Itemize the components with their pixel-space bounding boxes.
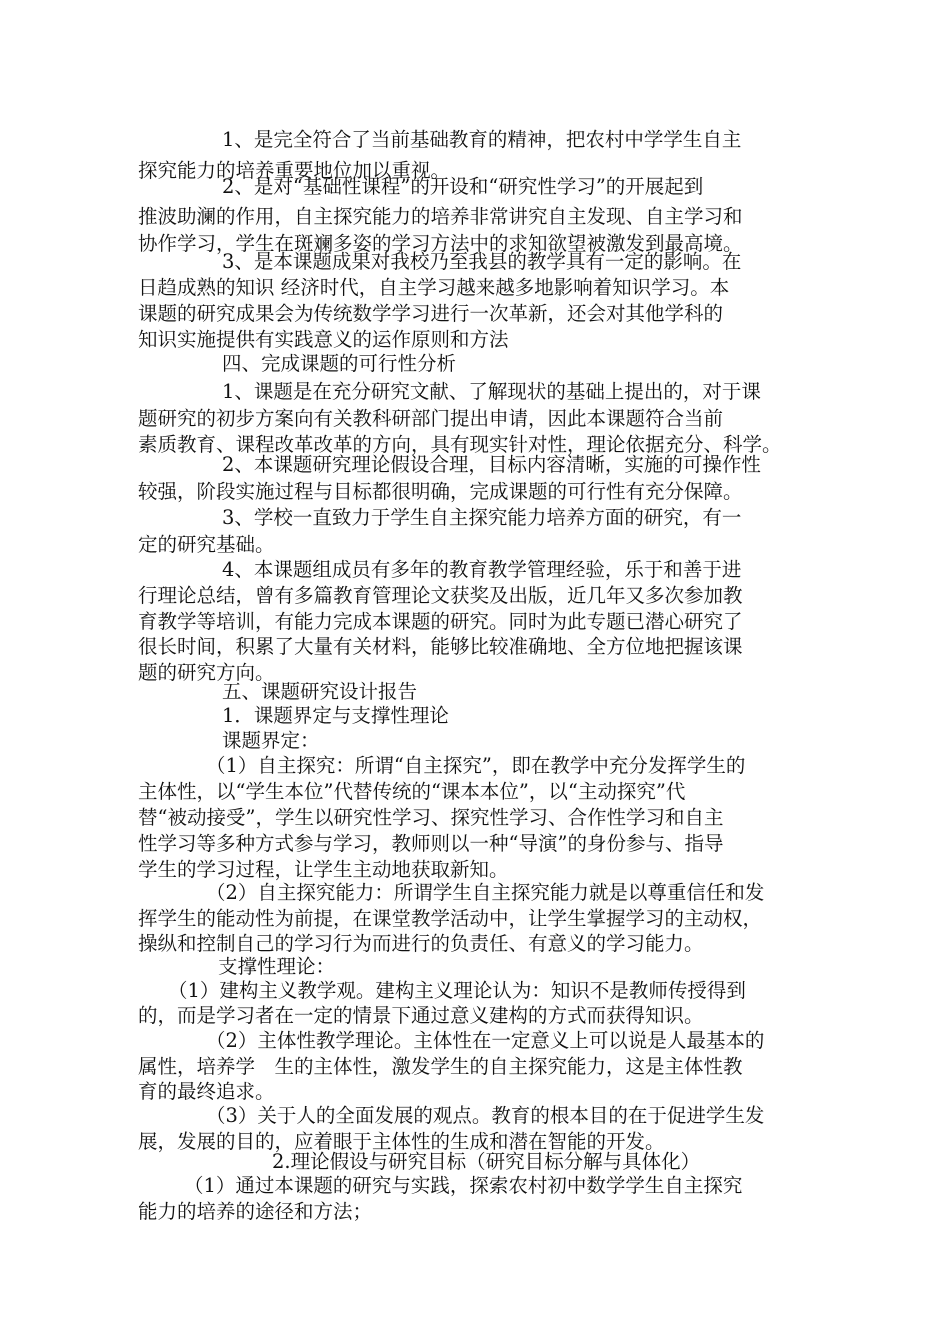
paragraph-line: 能力的培养的途径和方法；: [138, 1200, 373, 1223]
paragraph-line: 操纵和控制自己的学习行为而进行的负责任、有意义的学习能力。: [138, 932, 704, 955]
paragraph-line: 推波助澜的作用，自主探究能力的培养非常讲究自主发现、自主学习和: [138, 205, 743, 228]
paragraph-line: 课题的研究成果会为传统数学学习进行一次革新，还会对其他学科的: [138, 302, 724, 325]
paragraph-line: 挥学生的能动性为前提，在课堂教学活动中，让学生掌握学习的主动权，: [138, 907, 763, 930]
paragraph-line: 2、是对“基础性课程”的开设和“研究性学习”的开展起到: [222, 175, 704, 198]
paragraph-line: 题研究的初步方案向有关教科研部门提出申请，因此本课题符合当前: [138, 407, 724, 430]
paragraph-line: 日趋成熟的知识 经济时代，自主学习越来越多地影响着知识学习。本: [138, 276, 730, 299]
section-heading: 五、课题研究设计报告: [222, 680, 418, 703]
paragraph-line: 育教学等培训，有能力完成本课题的研究。同时为此专题已潜心研究了: [138, 610, 743, 633]
paragraph-line: （1）建构主义教学观。建构主义理论认为：知识不是教师传授得到: [168, 979, 746, 1002]
paragraph-line: （1）自主探究：所谓“自主探究”，即在教学中充分发挥学生的: [206, 754, 746, 777]
paragraph-line: （2）主体性教学理论。主体性在一定意义上可以说是人最基本的: [206, 1029, 765, 1052]
paragraph-line: 3、学校一直致力于学生自主探究能力培养方面的研究，有一: [222, 506, 742, 529]
paragraph-line: 育的最终追求。: [138, 1080, 275, 1103]
paragraph-line: 1、是完全符合了当前基础教育的精神，把农村中学学生自主: [222, 128, 742, 151]
paragraph-line: 主体性，以“学生本位”代替传统的“课本本位”，以“主动探究”代: [138, 780, 686, 803]
paragraph-line: 4、本课题组成员有多年的教育教学管理经验，乐于和善于进: [222, 558, 742, 581]
paragraph-line: 2、本课题研究理论假设合理，目标内容清晰，实施的可操作性: [222, 453, 761, 476]
paragraph-line: 替“被动接受”，学生以研究性学习、探究性学习、合作性学习和自主: [138, 806, 724, 829]
paragraph-line: 展，发展的目的，应着眼于主体性的生成和潜在智能的开发。: [138, 1130, 665, 1153]
paragraph-line: 性学习等多种方式参与学习，教师则以一种“导演”的身份参与、指导: [138, 832, 724, 855]
paragraph-line: 题的研究方向。: [138, 661, 275, 684]
paragraph-line: 1、课题是在充分研究文献、了解现状的基础上提出的，对于课: [222, 380, 761, 403]
paragraph-line: 学生的学习过程，让学生主动地获取新知。: [138, 858, 509, 881]
paragraph-line: 较强，阶段实施过程与目标都很明确，完成课题的可行性有充分保障。: [138, 480, 743, 503]
paragraph-line: 很长时间，积累了大量有关材料，能够比较准确地、全方位地把握该课: [138, 635, 743, 658]
paragraph-line: 素质教育、课程改革改革的方向，具有现实针对性，理论依据充分、科学。: [138, 433, 782, 456]
paragraph-line: （3）关于人的全面发展的观点。教育的根本目的在于促进学生发: [206, 1104, 765, 1127]
paragraph-line: 探究能力的培养重要地位加以重视。: [138, 159, 451, 182]
subsection-heading: 1．课题界定与支撑性理论: [222, 704, 449, 727]
subsection-heading: 2.理论假设与研究目标（研究目标分解与具体化）: [272, 1150, 701, 1173]
section-heading: 四、完成课题的可行性分析: [222, 352, 457, 375]
subsection-heading: 课题界定：: [222, 729, 320, 752]
paragraph-line: （2）自主探究能力：所谓学生自主探究能力就是以尊重信任和发: [206, 881, 765, 904]
paragraph-line: 行理论总结，曾有多篇教育管理论文获奖及出版，近几年又多次参加教: [138, 584, 743, 607]
paragraph-line: 协作学习，学生在斑斓多姿的学习方法中的求知欲望被激发到最高境。: [138, 232, 743, 255]
paragraph-line: 知识实施提供有实践意义的运作原则和方法: [138, 328, 509, 351]
paragraph-line: 属性，培养学 生的主体性，激发学生的自主探究能力，这是主体性教: [138, 1055, 743, 1078]
subsection-heading: 支撑性理论：: [218, 955, 336, 978]
paragraph-line: 定的研究基础。: [138, 533, 275, 556]
paragraph-line: 3、是本课题成果对我校乃至我县的教学具有一定的影响。在: [222, 250, 742, 273]
paragraph-line: 的，而是学习者在一定的情景下通过意义建构的方式而获得知识。: [138, 1004, 704, 1027]
paragraph-line: （1）通过本课题的研究与实践，探索农村初中数学学生自主探究: [184, 1174, 743, 1197]
